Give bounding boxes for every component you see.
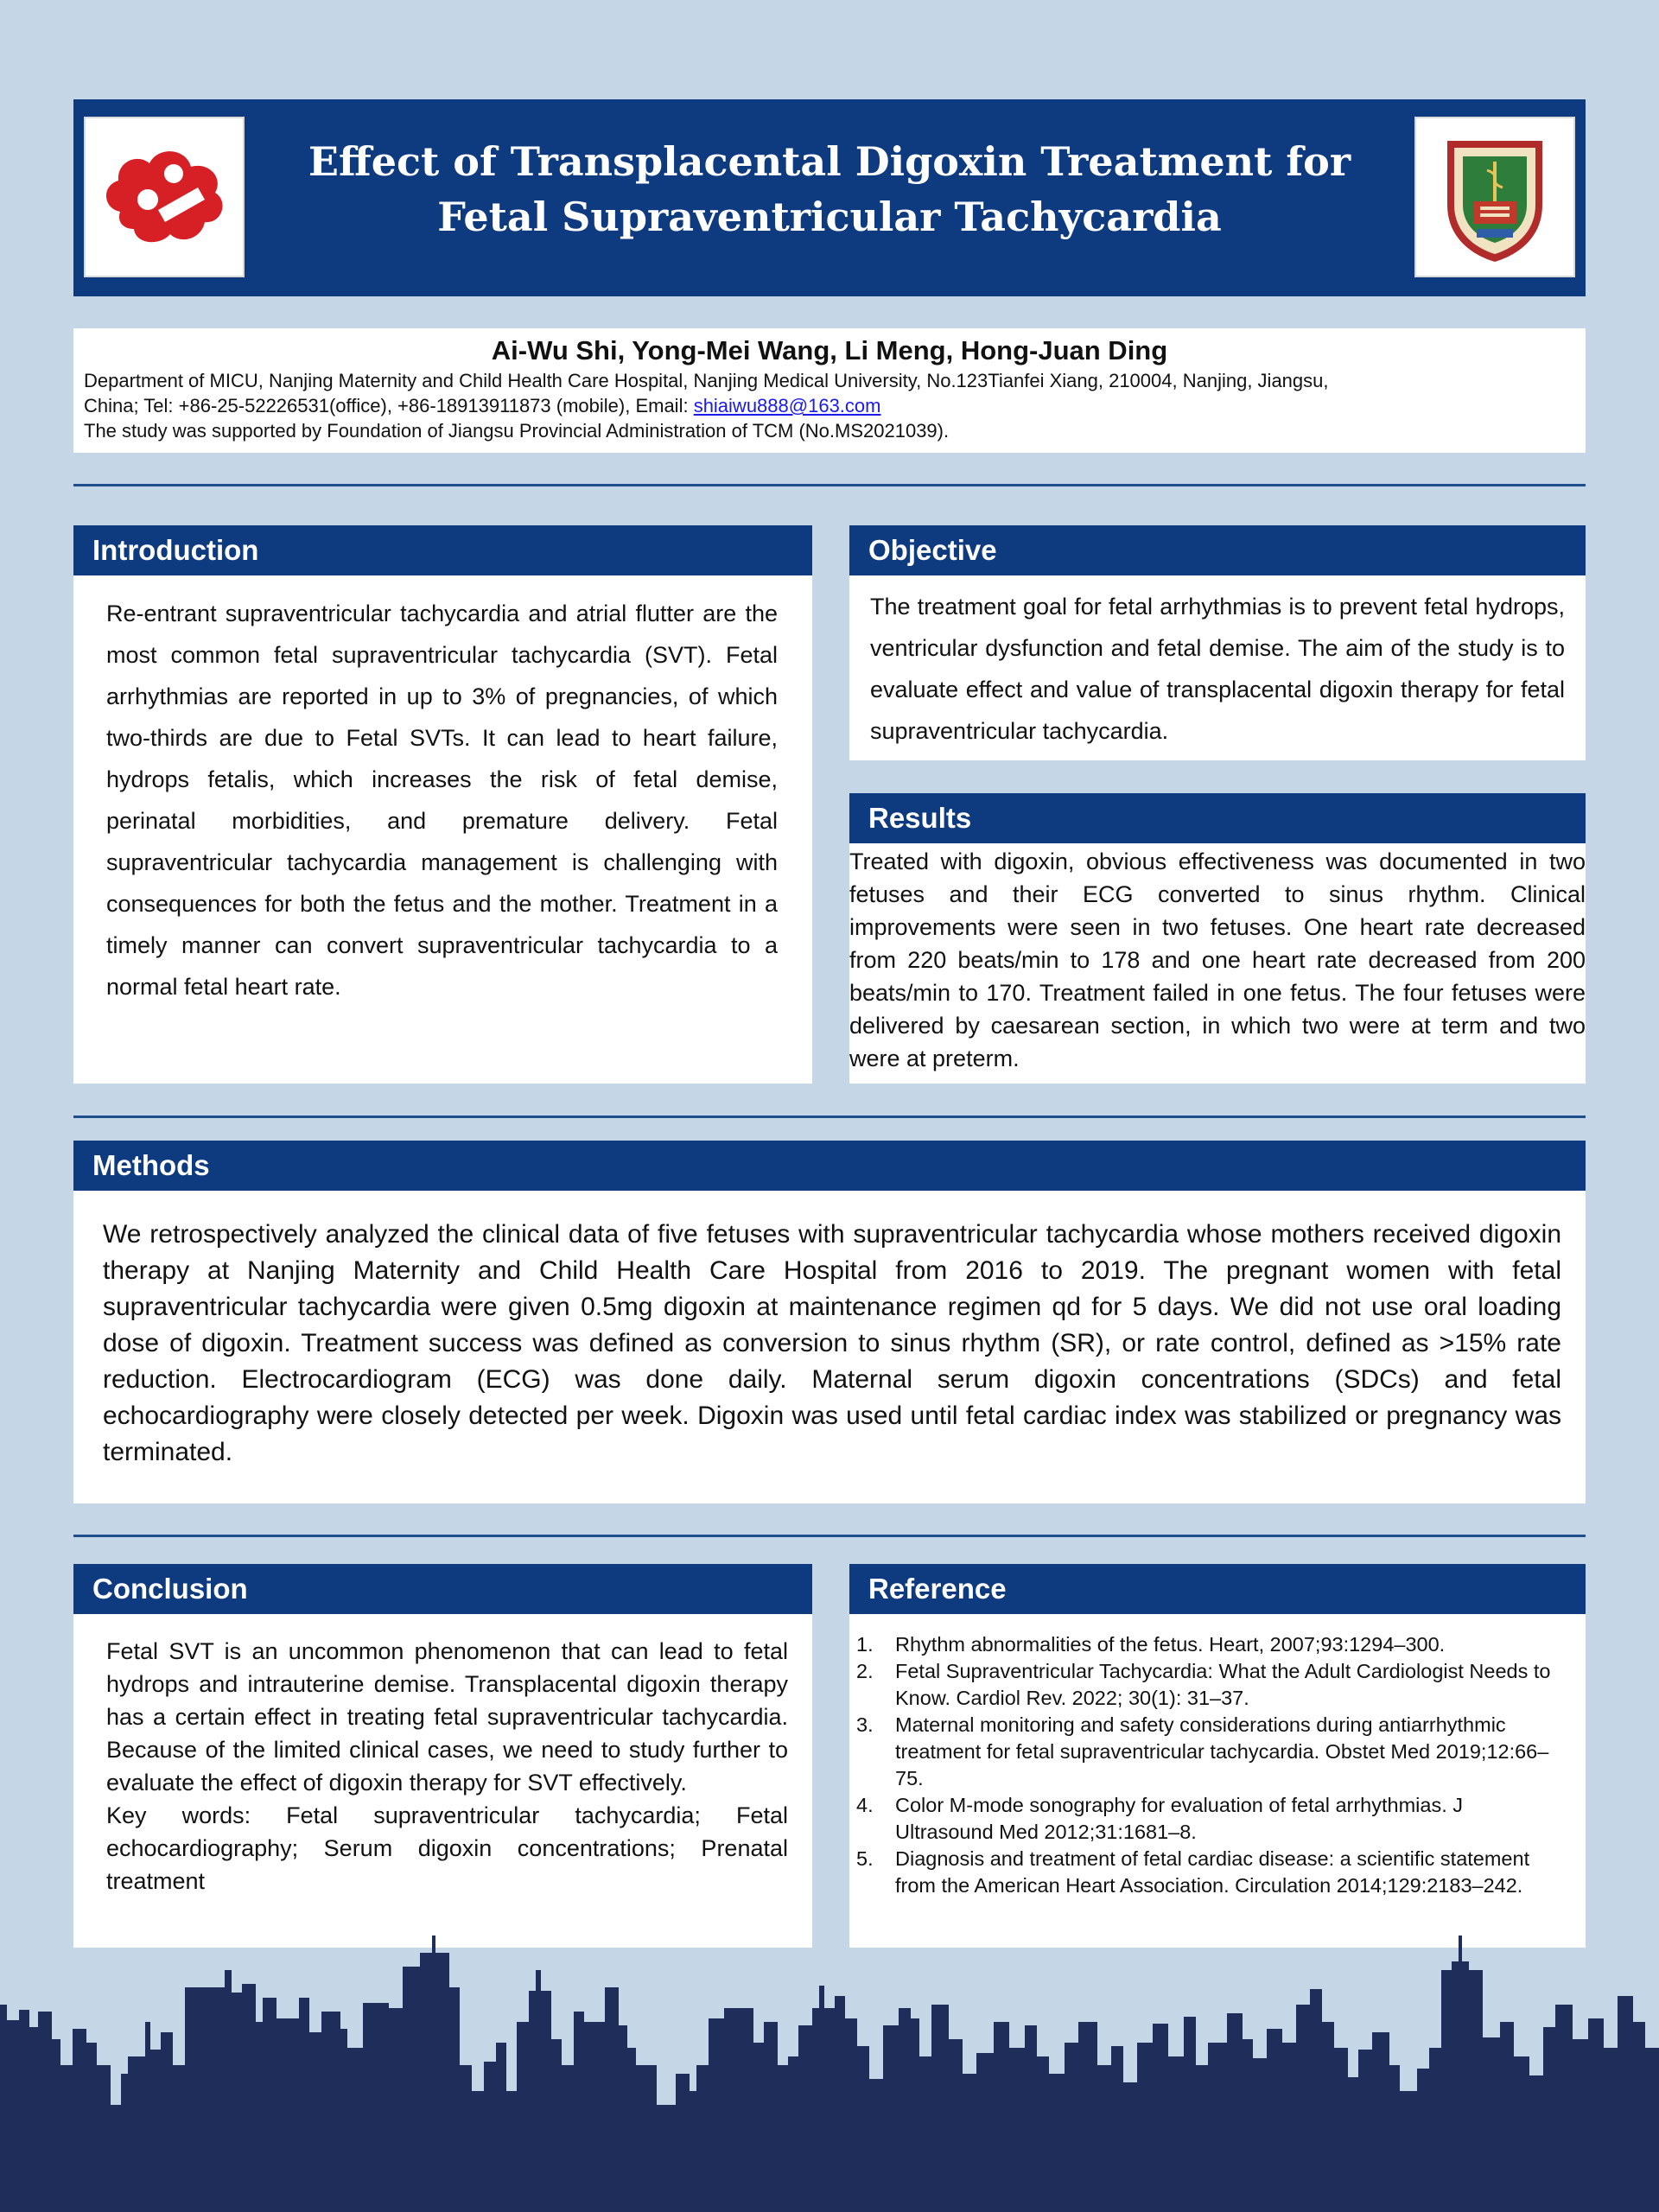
conclusion-body [73,1614,812,1948]
keywords-text: Key words: Fetal supraventricular tachycardia; Fetal echocardiography; Serum digoxin concentrations; Prenatal treatment [106,1802,788,1894]
introduction-text: Re-entrant supraventricular tachycardia and atrial flutter are the most common fetal supraventricular tachycardia (SVT). Fetal arrhythmias are reported in up to 3% of pregnancies, of which two-thirds are due to Fetal SVTs. It can lead to heart failure, hydrops fetalis, which increases the risk of fetal demise, perinatal morbidities, and premature delivery. Fetal supraventricular tachycardia management is challenging with consequences for both the fetus and the mother. Treatment in a timely manner can convert supraventricular tachycardia to a normal fetal heart rate. [106,601,778,1000]
reference-list [849,1614,1586,1899]
conclusion-heading: Conclusion [73,1564,812,1614]
methods-text: We retrospectively analyzed the clinical data of five fetuses with supraventricular tachycardia whose mothers received digoxin therapy at Nanjing Maternity and Child Health Care Hospital from 2016 to 2019. The pregnant women with fetal supraventricular tachycardia were given 0.5mg digoxin at maintenance regimen qd for 5 days. We did not use oral loading dose of digoxin. Treatment success was defined as conversion to sinus rhythm (SR), or rate control, defined as >15% rate reduction. Electrocardiogram (ECG) was done daily. Maternal serum digoxin concentrations (SDCs) and fetal echocardiography were closely detected per week. Digoxin was used until fetal cardiac index was stabilized or pregnancy was terminated. [103,1220,1561,1466]
conclusion-section [73,1564,812,1948]
methods-heading: Methods [73,1141,1586,1191]
results-text: Treated with digoxin, obvious effectiveness was documented in two fetuses and their ECG converted to sinus rhythm. Clinical improvements were seen in two fetuses. One heart rate decreased from 220 beats/min to 178 and one heart rate decreased from 200 beats/min to 170. Treatment failed in one fetus. The four fetuses were delivered by caesarean section, in which two were at term and two were at preterm. [849,849,1586,1071]
divider [73,1116,1586,1118]
reference-section [849,1564,1586,1948]
reference-number: 3. [856,1713,874,1736]
objective-body [849,575,1586,760]
reference-number: 5. [856,1847,874,1870]
conclusion-text: Fetal SVT is an uncommon phenomenon that can lead to fetal hydrops and intrauterine demise. Transplacental digoxin therapy has a certain effect in treating fetal supraventricular tachycardia. Because of the limited clinical cases, we need to study further to evaluate the effect of digoxin therapy for SVT effectively. [106,1638,788,1796]
reference-item [856,1792,1551,1846]
reference-item [856,1846,1551,1899]
reference-number: 2. [856,1660,874,1682]
reference-text: Diagnosis and treatment of fetal cardiac disease: a scientific statement from the American Heart Association. Circulation 2014;129:2183–242. [895,1847,1530,1897]
authors-box [73,328,1586,453]
objective-text: The treatment goal for fetal arrhythmias is to prevent fetal hydrops, ventricular dysfunction and fetal demise. The aim of the study is to evaluate effect and value of transplacental digoxin therapy for fetal supraventricular tachycardia. [870,594,1565,744]
reference-text: Fetal Supraventricular Tachycardia: What the Adult Cardiologist Needs to Know. Cardiol Rev. 2022; 30(1): 31–37. [895,1660,1551,1709]
reference-item [856,1631,1551,1658]
results-section [849,793,1586,1084]
methods-section [73,1141,1586,1503]
objective-heading: Objective [849,525,1586,575]
affiliation-line: Department of MICU, Nanjing Maternity and Child Health Care Hospital, Nanjing Medical University, No.123Tianfei Xiang, 210004, Nanjing, Jiangsu, [84,370,1329,391]
university-logo [1414,117,1575,277]
results-heading: Results [849,793,1586,843]
conclusion-content [73,1614,812,1897]
city-skyline-decoration [0,1936,1659,2212]
reference-text: Rhythm abnormalities of the fetus. Heart, 2007;93:1294–300. [895,1633,1446,1656]
hospital-logo [84,117,245,277]
reference-number: 1. [856,1633,874,1656]
funding-line: The study was supported by Foundation of Jiangsu Provincial Administration of TCM (No.MS2021039). [84,420,950,442]
author-names: Ai-Wu Shi, Yong-Mei Wang, Li Meng, Hong-Juan Ding [491,335,1168,365]
reference-item [856,1658,1551,1712]
email-link[interactable]: shiaiwu888@163.com [693,395,881,416]
introduction-section [73,525,812,1084]
poster-title: Effect of Transplacental Digoxin Treatment for Fetal Supraventricular Tachycardia [308,138,1351,240]
contact-line [84,393,1575,418]
divider [73,484,1586,486]
contact-text: China; Tel: +86-25-52226531(office), +86-18913911873 (mobile), Email: [84,395,694,416]
results-body [849,843,1586,1084]
reference-item [856,1712,1551,1792]
reference-text: Maternal monitoring and safety considerations during antiarrhythmic treatment for fetal supraventricular tachycardia. Obstet Med 2019;12:66–75. [895,1713,1549,1789]
title-banner [73,99,1586,296]
reference-body [849,1614,1586,1948]
reference-number: 4. [856,1794,874,1816]
skyline-silhouette [0,1936,1659,2212]
introduction-heading: Introduction [73,525,812,575]
university-shield-icon [1416,118,1573,276]
reference-heading: Reference [849,1564,1586,1614]
divider [73,1535,1586,1537]
reference-text: Color M-mode sonography for evaluation of fetal arrhythmias. J Ultrasound Med 2012;31:1681–8. [895,1794,1464,1843]
red-cloud-logo-icon [86,118,243,276]
introduction-body [73,575,812,1084]
methods-body [73,1191,1586,1503]
objective-section [849,525,1586,760]
